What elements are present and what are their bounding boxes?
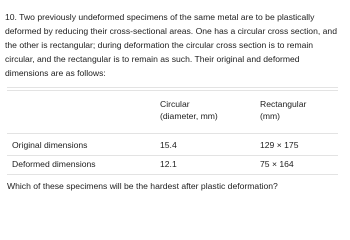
table-top-border (7, 87, 338, 88)
row-label-deformed: Deformed dimensions (12, 159, 96, 169)
header-circular: Circular (160, 99, 190, 109)
header-divider (7, 133, 338, 134)
header-rectangular-unit: (mm) (260, 111, 281, 121)
row-divider (7, 155, 338, 156)
cell-original-rectangular: 129 × 175 (260, 140, 299, 150)
header-rectangular: Rectangular (260, 99, 307, 109)
cell-original-circular: 15.4 (160, 140, 177, 150)
row-label-original: Original dimensions (12, 140, 88, 150)
table-top-border-inner (7, 90, 338, 91)
header-circular-unit: (diameter, mm) (160, 111, 218, 121)
cell-deformed-circular: 12.1 (160, 159, 177, 169)
question-text: Which of these specimens will be the hardest after plastic deformation? (7, 181, 278, 191)
cell-deformed-rectangular: 75 × 164 (260, 159, 294, 169)
problem-statement: 10. Two previously undeformed specimens of the same metal are to be plastically deformed by reducing their cross-sectional areas. One has a circular cross section, and the other is rectangular; during deformation the circular cross section is to remain circular, and the rectangular is to remain as such. Their original and deformed dimensions are as follows: (5, 12, 337, 78)
table-bottom-border (7, 174, 338, 175)
